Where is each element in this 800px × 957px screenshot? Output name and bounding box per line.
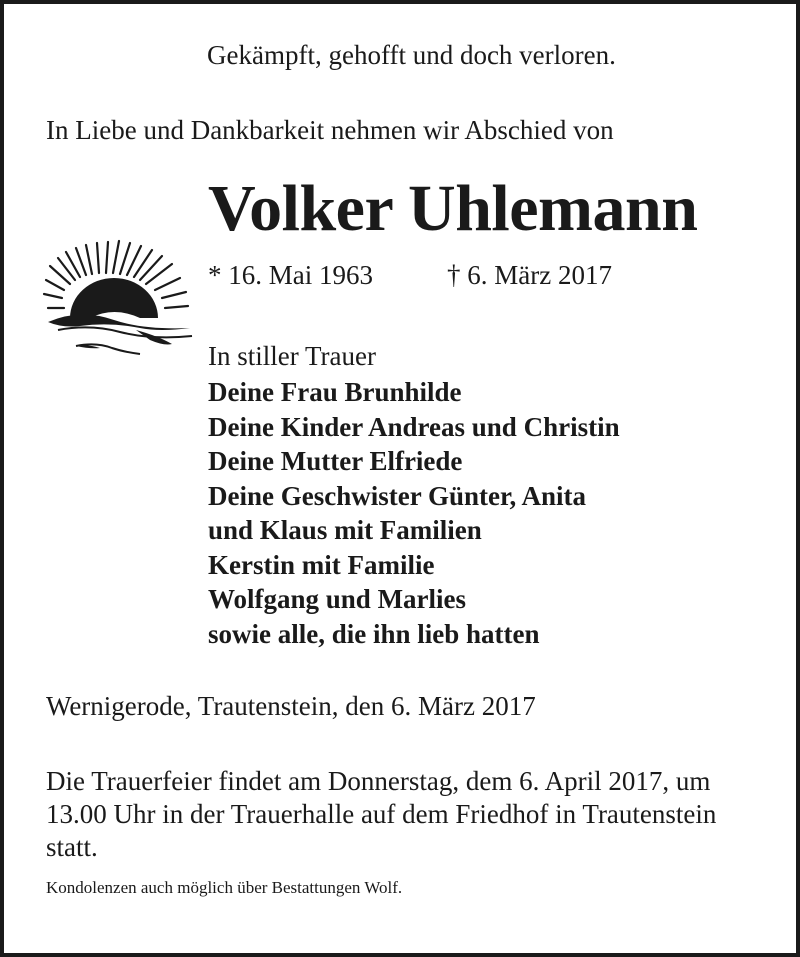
mourning-heading: In stiller Trauer: [208, 341, 376, 371]
mourner-line: und Klaus mit Familien: [208, 515, 482, 545]
mourner-line: Deine Mutter Elfriede: [208, 446, 463, 476]
ceremony-notice: [46, 765, 766, 864]
mourner-line: Kerstin mit Familie: [208, 549, 435, 580]
birth-date: * 16. Mai 1963: [208, 260, 373, 290]
ceremony-line: statt.: [46, 832, 98, 862]
ceremony-line: Die Trauerfeier findet am Donnerstag, dem 6. April 2017, um: [46, 766, 711, 796]
mourner-line: Deine Geschwister Günter, Anita: [208, 480, 586, 511]
condolence-note: Kondolenzen auch möglich über Bestattungen Wolf.: [46, 878, 403, 897]
mourner-line: Deine Frau Brunhilde: [208, 377, 462, 407]
deceased-name: Volker Uhlemann: [208, 172, 698, 245]
death-date: † 6. März 2017: [447, 260, 612, 290]
motto: Gekämpft, gehofft und doch verloren.: [207, 40, 616, 70]
place-and-date: Wernigerode, Trautenstein, den 6. März 2017: [46, 691, 536, 721]
mourner-line: sowie alle, die ihn lieb hatten: [208, 618, 540, 649]
ceremony-line: 13.00 Uhr in der Trauerhalle auf dem Friedhof in Trautenstein: [46, 799, 717, 829]
mourner-list: [208, 375, 620, 651]
mourner-line: Deine Kinder Andreas und Christin: [208, 411, 620, 442]
mourner-line: Wolfgang und Marlies: [208, 584, 467, 614]
intro-text: In Liebe und Dankbarkeit nehmen wir Abschied von: [46, 115, 614, 145]
sunset-over-hills-icon: [40, 236, 200, 366]
